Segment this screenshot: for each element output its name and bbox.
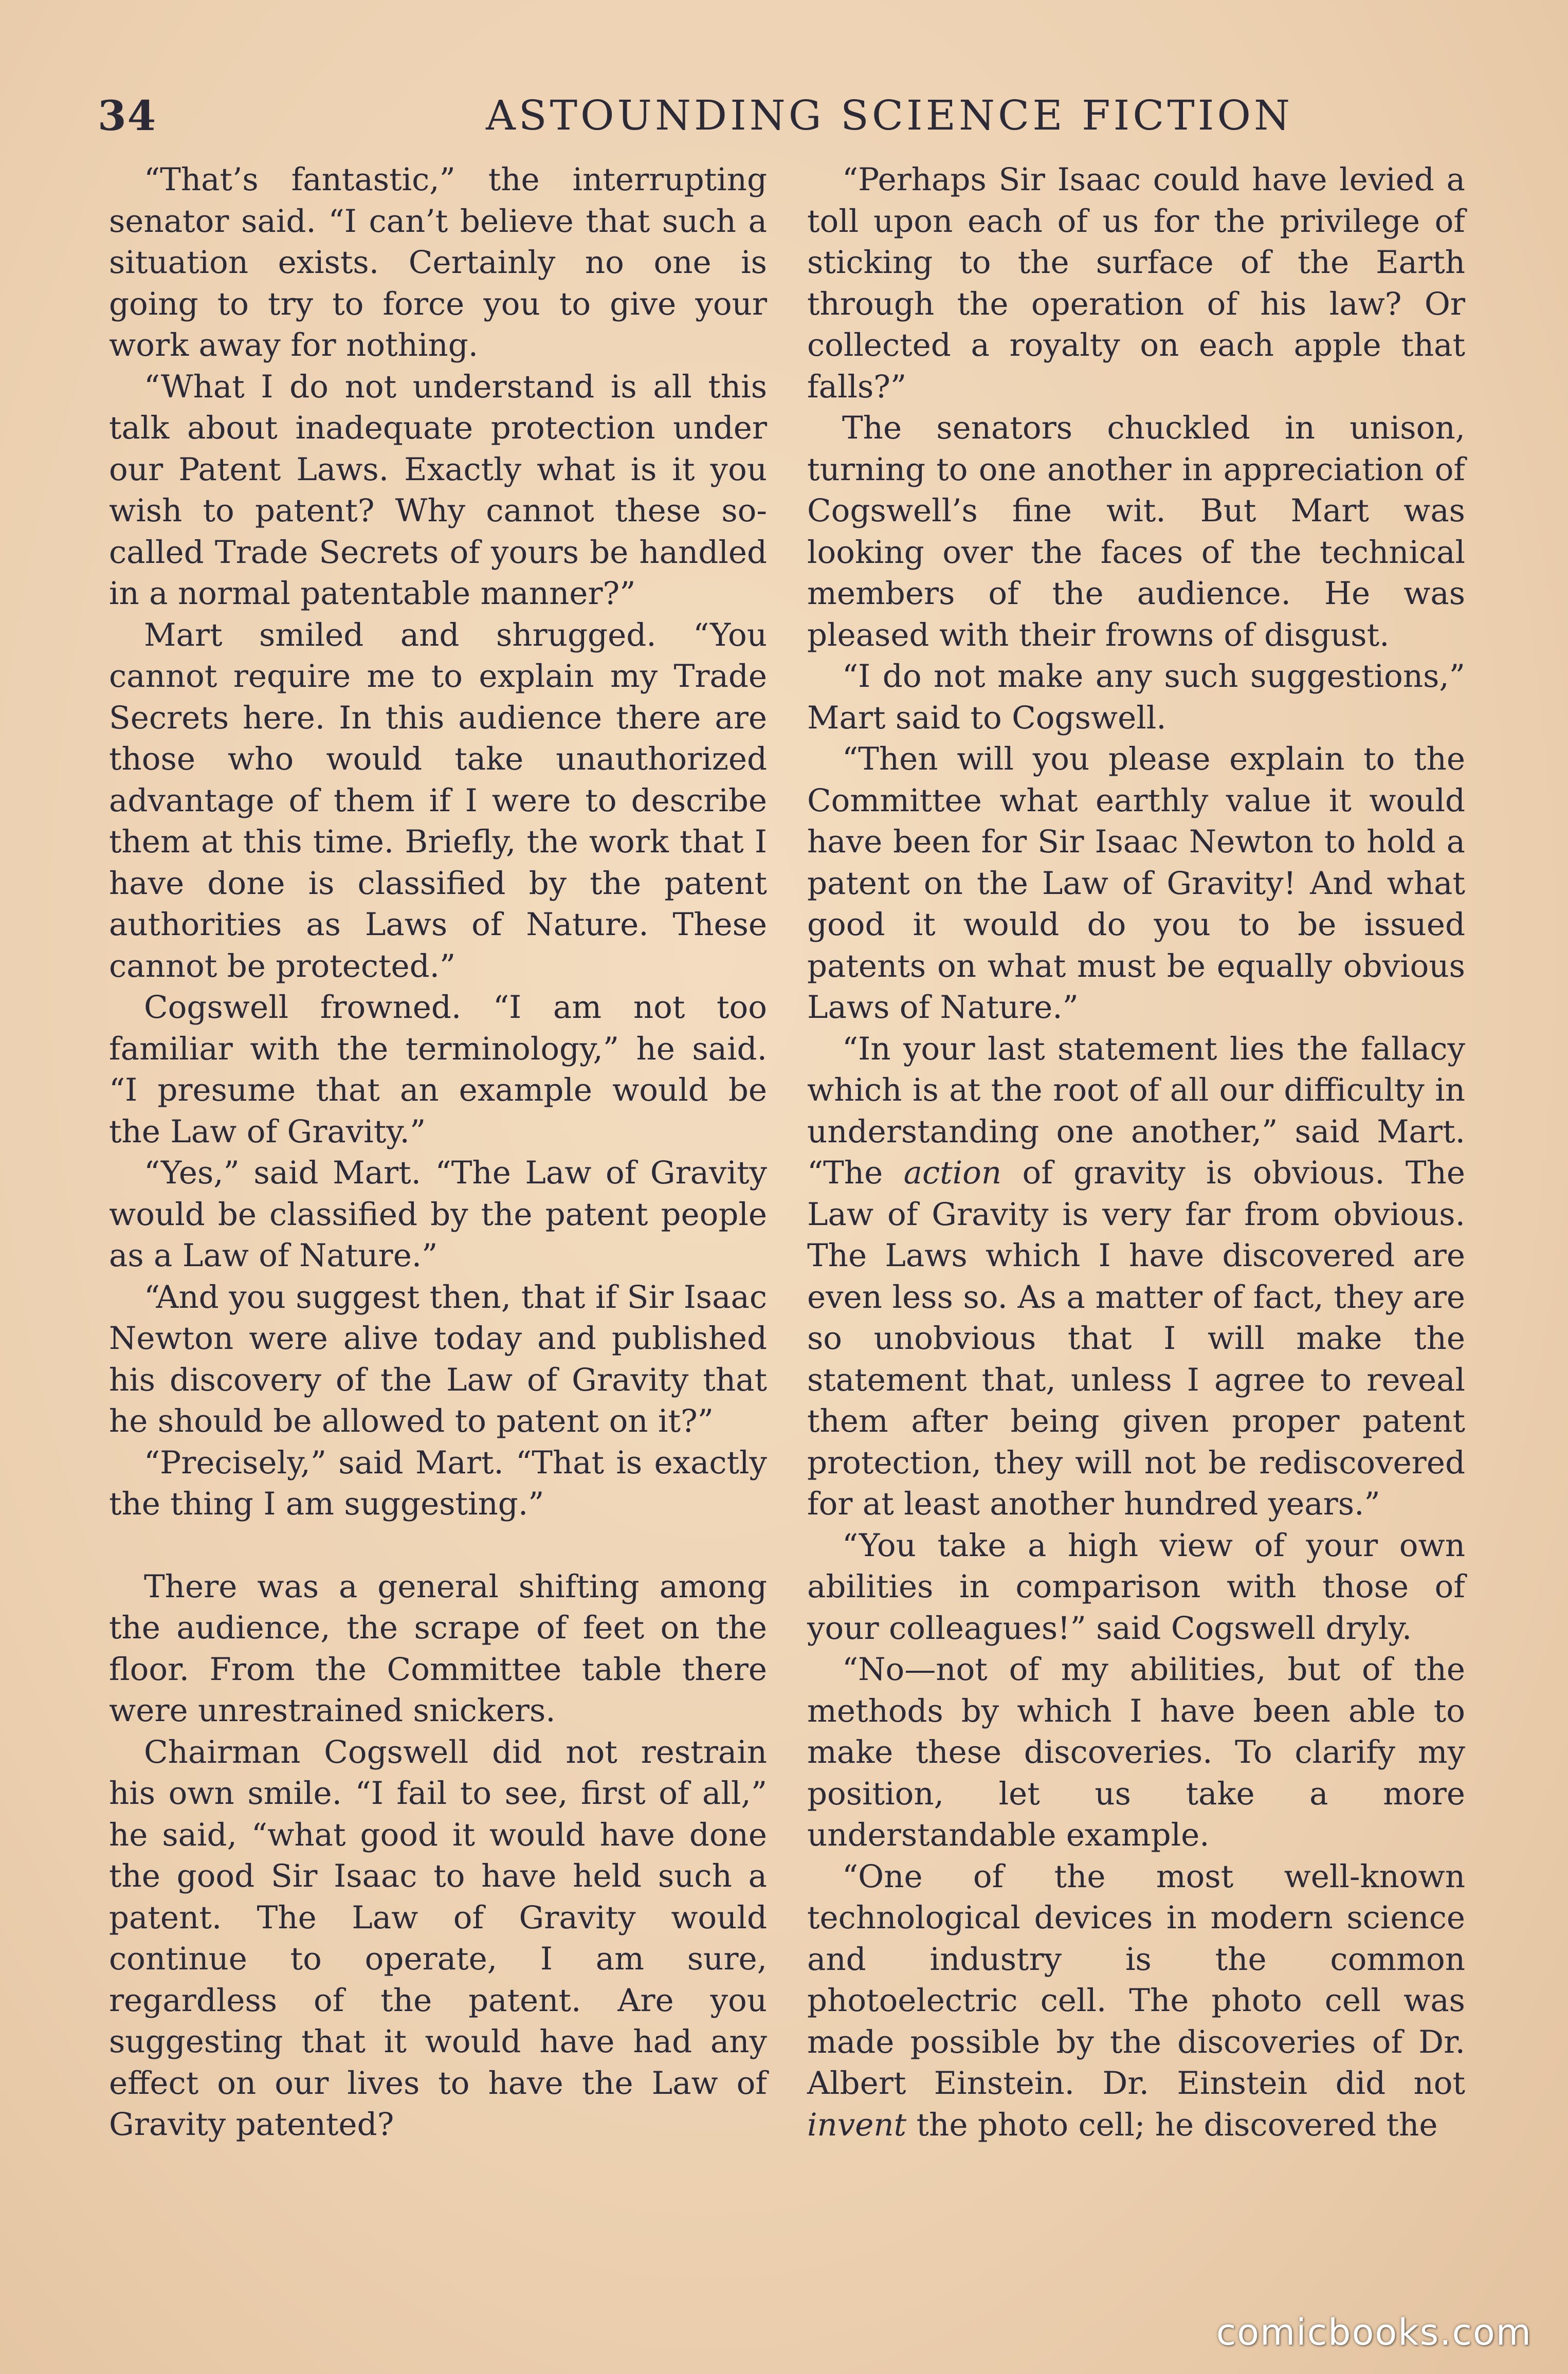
page-header xyxy=(98,87,1455,149)
text-run: the photo cell; he discovered the xyxy=(906,2106,1438,2143)
paragraph: “And you suggest then, that if Sir Isaac Newton were alive today and published his discovery of the Law of Gravity that he should be allowed to patent on it?” xyxy=(109,1279,767,1439)
watermark: comicbooks.com xyxy=(1216,2311,1532,2353)
right-column xyxy=(807,159,1465,2146)
paragraph: Mart smiled and shrugged. “You cannot require me to explain my Trade Secrets here. In this audience there are those who would take unauthorized advantage of them if I were to describe them at this time. Briefly, the work that I have done is classified by the patent authorities as Laws of Nature. These cannot be protected.” xyxy=(109,616,767,984)
emphasis: action xyxy=(903,1155,1002,1191)
paragraph: “Yes,” said Mart. “The Law of Gravity would be classified by the patent people as a Law of Nature.” xyxy=(109,1155,767,1274)
paragraph: Chairman Cogswell did not restrain his own smile. “I fail to see, first of all,” he said, “what good it would have done the good Sir Isaac to have held such a patent. The Law of Gravity would continue to operate, I am sure, regardless of the patent. Are you suggesting that it would have had any effect on our lives to have the Law of Gravity patented? xyxy=(109,1733,767,2143)
paragraph: The senators chuckled in unison, turning to one another in appreciation of Cogswell’s fine wit. But Mart was looking over the faces of the technical members of the audience. He was pleased with their frowns of disgust. xyxy=(807,410,1465,653)
paragraph: “Perhaps Sir Isaac could have levied a toll upon each of us for the privilege of sticking to the surface of the Earth through the operation of his law? Or collected a royalty on each apple that falls?” xyxy=(807,161,1465,405)
running-head: ASTOUNDING SCIENCE FICTION xyxy=(486,92,1293,139)
emphasis: invent xyxy=(807,2106,907,2143)
paragraph: “I do not make any such suggestions,” Mart said to Cogswell. xyxy=(807,658,1465,736)
paragraph: “You take a high view of your own abilities in comparison with those of your colleagues!” said Cogswell dryly. xyxy=(807,1527,1465,1647)
paragraph: “Then will you please explain to the Committee what earthly value it would have been for Sir Isaac Newton to hold a patent on the Law of Gravity! And what good it would do you to be issued patents on what must be equally obvious Laws of Nature.” xyxy=(807,741,1465,1026)
paragraph: “Precisely,” said Mart. “That is exactly the thing I am suggesting.” xyxy=(109,1444,767,1522)
text-run: “One of the most well-known technological devices in modern science and industry is the common photoelectric cell. The photo cell was made possible by the discoveries of Dr. Albert Einstein. Dr. Einstein did not xyxy=(807,1858,1465,2102)
page-number: 34 xyxy=(98,92,157,140)
paragraph: “No—not of my abilities, but of the methods by which I have been able to make these discoveries. To clarify my position, let us take a more understandable example. xyxy=(807,1651,1465,1853)
paragraph xyxy=(807,1856,1465,2146)
paragraph: There was a general shifting among the audience, the scrape of feet on the floor. From the Committee table there were unrestrained snickers. xyxy=(109,1568,767,1729)
left-column xyxy=(109,159,767,2146)
text-run: of gravity is obvious. The Law of Gravity is very far from obvious. The Laws which I have discovered are even less so. As a matter of fact, they are so unobvious that I will make the statement that, unless I agree to reveal them after being given proper patent protection, they will not be rediscovered for at least another hundred years.” xyxy=(807,1155,1465,1522)
text-run: “In your last statement lies the fallacy which is at the root of all our difficulty in understanding one another,” said Mart. “The xyxy=(807,1030,1465,1191)
paragraph: Cogswell frowned. “I am not too familiar with the terminology,” he said. “I presume that an example would be the Law of Gravity.” xyxy=(109,989,767,1150)
paragraph xyxy=(807,1029,1465,1525)
paragraph: “What I do not understand is all this talk about inadequate protection under our Patent Laws. Exactly what is it you wish to patent? Why cannot these so-called Trade Secrets of yours be handled in a normal patentable manner?” xyxy=(109,368,767,612)
paragraph: “That’s fantastic,” the interrupting senator said. “I can’t believe that such a situation exists. Certainly no one is going to try to force you to give your work away for nothing. xyxy=(109,161,767,363)
